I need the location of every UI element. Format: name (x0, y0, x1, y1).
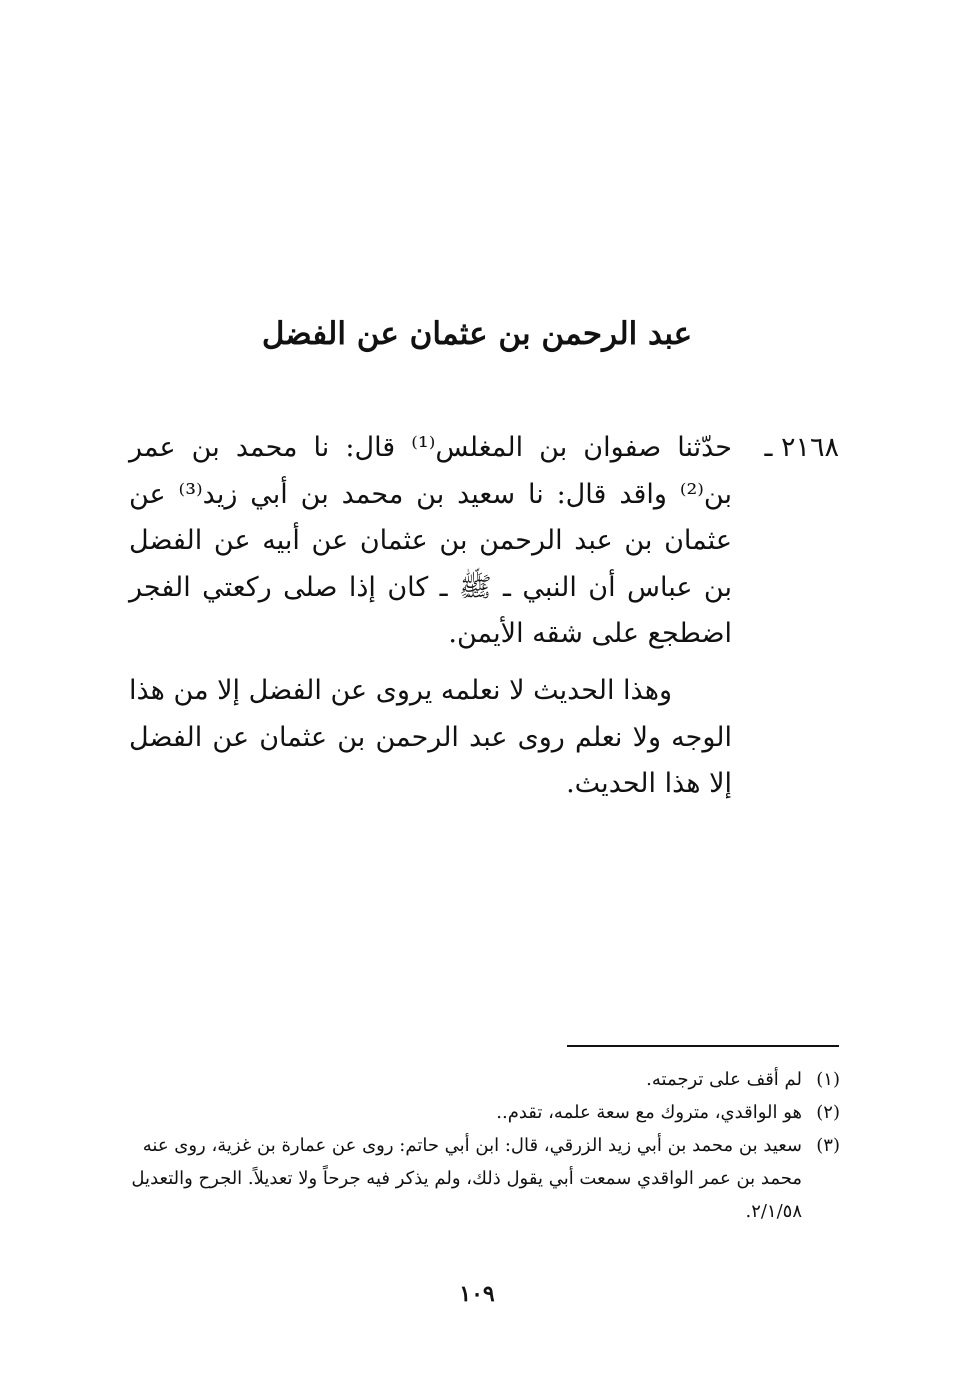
footnote-marker: (٣) (816, 1135, 840, 1156)
footnote-text: لم أقف على ترجمته. (646, 1069, 802, 1090)
hadith-text: حدّثنا صفوان بن المغلس⁽¹⁾ قال: نا محمد بن عمر بن⁽²⁾ واقد قال: نا سعيد بن محمد بن أبي زيد⁽³⁾ عن عثمان بن عبد الرحمن بن عثمان عن أبيه عن الفضل بن عباس أن النبي ـ ﷺ ـ كان إذا صلى ركعتي الفجر اضطجع على شقه الأيمن. (129, 432, 732, 649)
footnote-marker: (٢) (816, 1102, 840, 1123)
footnote-3 (120, 1129, 840, 1228)
footnote-text: سعيد بن محمد بن أبي زيد الزرقي، قال: ابن أبي حاتم: روى عن عمارة بن غزية، روى عنه محمد بن عمر الواقدي سمعت أبي يقول ذلك، ولم يذكر فيه جرحاً ولا تعديلاً. الجرح والتعديل ٢/١/٥٨. (131, 1135, 802, 1222)
footnote-2 (120, 1096, 840, 1129)
hadith-block (129, 425, 839, 658)
footnote-1 (120, 1063, 840, 1096)
hadith-number: ٢١٦٨ ـ (764, 432, 839, 463)
footnote-marker: (١) (816, 1069, 840, 1090)
section-heading: عبد الرحمن بن عثمان عن الفضل (261, 316, 693, 352)
page-number: ١٠٩ (459, 1281, 495, 1307)
footnotes (120, 1063, 840, 1228)
footnote-divider (567, 1045, 839, 1047)
commentary-paragraph: وهذا الحديث لا نعلمه يروى عن الفضل إلا من هذا الوجه ولا نعلم روى عبد الرحمن بن عثمان عن الفضل إلا هذا الحديث. (129, 675, 732, 799)
footnote-text: هو الواقدي، متروك مع سعة علمه، تقدم.. (496, 1102, 802, 1123)
